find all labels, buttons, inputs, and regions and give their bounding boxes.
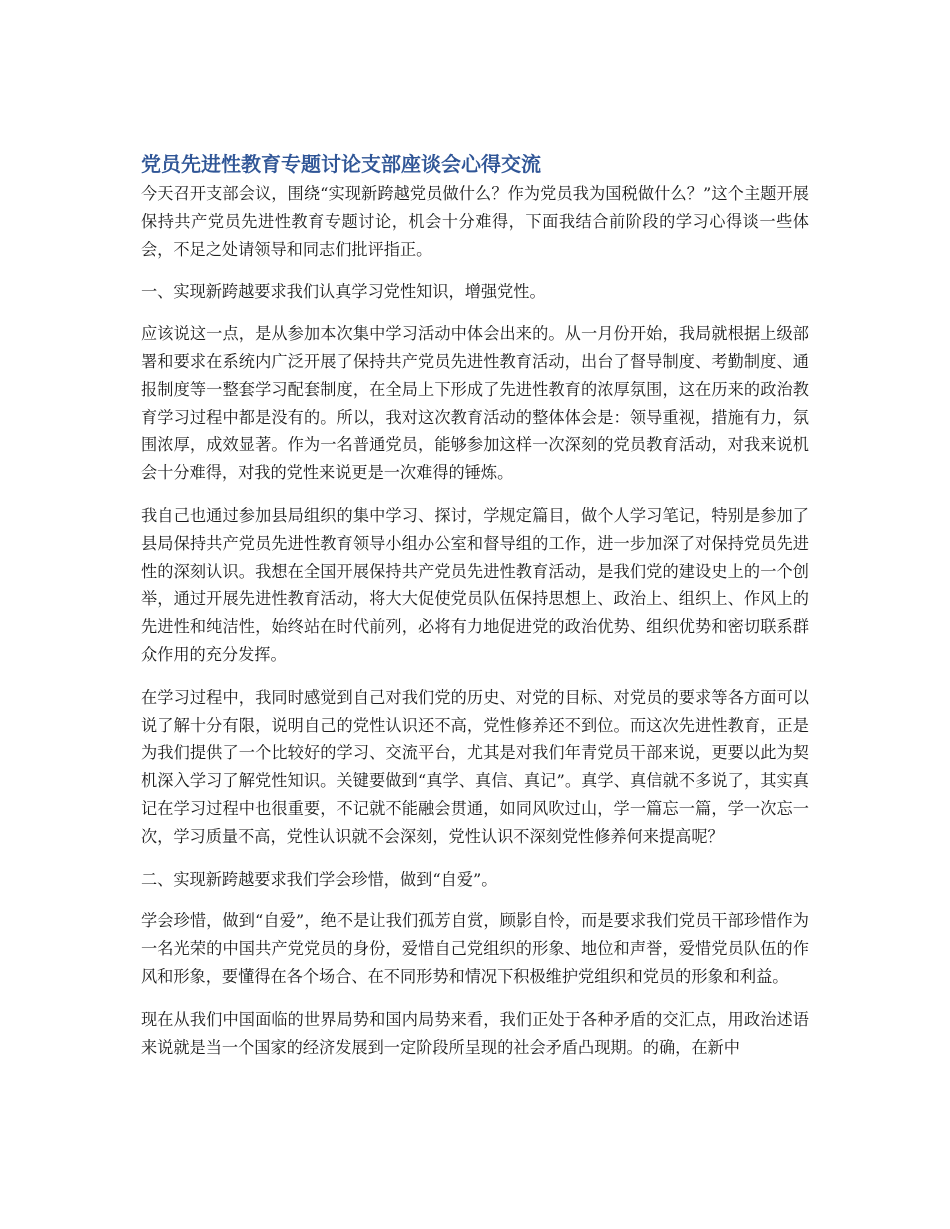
body-paragraph: 学会珍惜，做到“自爱”，绝不是让我们孤芳自赏，顾影自怜，而是要求我们党员干部珍惜作为一名光荣的中国共产党党员的身份，爱惜自己党组织的形象、地位和声誉，爱惜党员队伍的作风和形象，要懂得在各个场合、在不同形势和情况下积极维护党组织和党员的形象和利益。: [141, 911, 809, 986]
body-paragraph: 现在从我们中国面临的世界局势和国内局势来看，我们正处于各种矛盾的交汇点，用政治述语来说就是当一个国家的经济发展到一定阶段所呈现的社会矛盾凸现期。的确，在新中: [141, 1009, 809, 1057]
page-title: 党员先进性教育专题讨论支部座谈会心得交流: [141, 152, 541, 176]
body-paragraph: 应该说这一点，是从参加本次集中学习活动中体会出来的。从一月份开始，我局就根据上级部署和要求在系统内广泛开展了保持共产党员先进性教育活动，出台了督导制度、考勤制度、通报制度等一整套学习配套制度，在全局上下形成了先进性教育的浓厚氛围，这在历来的政治教育学习过程中都是没有的。所以，我对这次教育活动的整体体会是：领导重视，措施有力，氛围浓厚，成效显著。作为一名普通党员，能够参加这样一次深刻的党员教育活动，对我来说机会十分难得，对我的党性来说更是一次难得的锤炼。: [141, 324, 809, 483]
intro-paragraph: 今天召开支部会议，围绕“实现新跨越党员做什么？作为党员我为国税做什么？”这个主题开展保持共产党员先进性教育专题讨论，机会十分难得，下面我结合前阶段的学习心得谈一些体会，不足之处请领导和同志们批评指正。: [141, 184, 809, 259]
body-paragraph: 我自己也通过参加县局组织的集中学习、探讨，学规定篇目，做个人学习笔记，特别是参加了县局保持共产党员先进性教育领导小组办公室和督导组的工作，进一步加深了对保持党员先进性的深刻认识。我想在全国开展保持共产党员先进性教育活动，是我们党的建设史上的一个创举，通过开展先进性教育活动，将大大促使党员队伍保持思想上、政治上、组织上、作风上的先进性和纯洁性，始终站在时代前列，必将有力地促进党的政治优势、组织优势和密切联系群众作用的充分发挥。: [141, 505, 809, 664]
body-paragraph: 在学习过程中，我同时感觉到自己对我们党的历史、对党的目标、对党员的要求等各方面可以说了解十分有限，说明自己的党性认识还不高，党性修养还不到位。而这次先进性教育，正是为我们提供了一个比较好的学习、交流平台，尤其是对我们年青党员干部来说，更要以此为契机深入学习了解党性知识。关键要做到“真学、真信、真记”。真学、真信就不多说了，其实真记在学习过程中也很重要，不记就不能融会贯通，如同风吹过山，学一篇忘一篇，学一次忘一次，学习质量不高，党性认识就不会深刻，党性认识不深刻党性修养何来提高呢？: [141, 687, 809, 846]
document-page: [141, 146, 809, 1076]
section-heading-1: 一、实现新跨越要求我们认真学习党性知识，增强党性。: [141, 282, 546, 302]
section-heading-2: 二、实现新跨越要求我们学会珍惜，做到“自爱”。: [141, 869, 498, 889]
